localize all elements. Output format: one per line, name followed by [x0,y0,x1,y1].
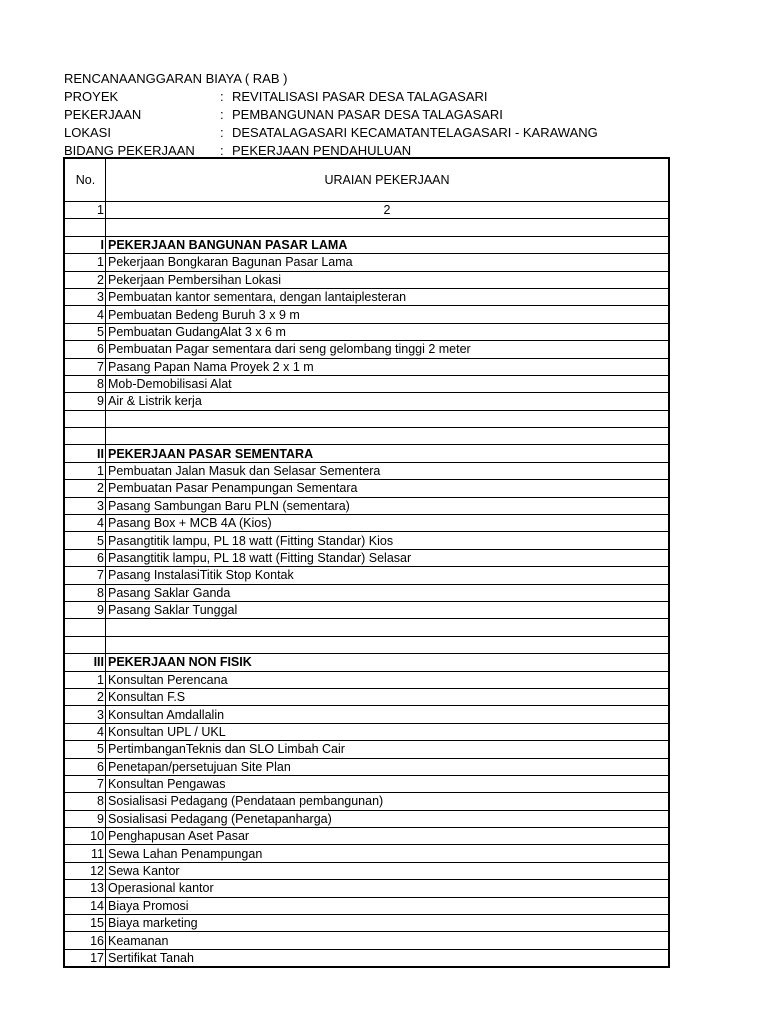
blank-row [64,219,669,236]
row-number: 2 [64,271,106,288]
row-number [64,428,106,445]
row-description: Pekerjaan Bongkaran Bagunan Pasar Lama [106,254,670,271]
row-description: Biaya Promosi [106,897,670,914]
row-number: 8 [64,793,106,810]
row-number: 7 [64,567,106,584]
row-number: 7 [64,358,106,375]
row-number: 17 [64,949,106,967]
row-description: Konsultan F.S [106,688,670,705]
column-header-description: URAIAN PEKERJAAN [106,158,670,202]
row-number: 1 [64,671,106,688]
row-number: 5 [64,323,106,340]
table-row [64,915,669,932]
column-number-description: 2 [106,202,670,219]
table-row [64,601,669,618]
row-number: 6 [64,549,106,566]
row-description: Pembuatan Pagar sementara dari seng gelombang tinggi 2 meter [106,341,670,358]
row-description [106,410,670,427]
header-colon: : [220,143,224,158]
row-description: Pembuatan Jalan Masuk dan Selasar Sementera [106,462,670,479]
row-description: PEKERJAAN PASAR SEMENTARA [106,445,670,462]
row-number: 5 [64,741,106,758]
row-number [64,219,106,236]
row-description: Biaya marketing [106,915,670,932]
table-row [64,497,669,514]
table-row [64,932,669,949]
row-number [64,636,106,653]
row-number: III [64,654,106,671]
row-number: 11 [64,845,106,862]
row-number: 7 [64,775,106,792]
row-number: 3 [64,706,106,723]
table-row [64,775,669,792]
table-row [64,358,669,375]
header-row-pekerjaan [64,106,598,124]
column-header-no: No. [64,158,106,202]
row-number [64,619,106,636]
column-number-no: 1 [64,202,106,219]
row-description: Sosialisasi Pedagang (Penetapanharga) [106,810,670,827]
table-row [64,271,669,288]
row-description: Penetapan/persetujuan Site Plan [106,758,670,775]
row-description [106,636,670,653]
row-description: Pekerjaan Pembersihan Lokasi [106,271,670,288]
table-row [64,758,669,775]
row-description [106,619,670,636]
row-description: Pasang Saklar Ganda [106,584,670,601]
header-row-lokasi [64,124,598,142]
column-number-row [64,202,669,219]
header-value: PEKERJAAN PENDAHULUAN [232,143,412,158]
row-description: Penghapusan Aset Pasar [106,828,670,845]
table-row [64,532,669,549]
table-row [64,584,669,601]
row-description: Sertifikat Tanah [106,949,670,967]
table-row [64,741,669,758]
row-description: Sosialisasi Pedagang (Pendataan pembangunan) [106,793,670,810]
row-description: PEKERJAAN NON FISIK [106,654,670,671]
row-description [106,428,670,445]
row-description [106,219,670,236]
table-row [64,897,669,914]
table-row [64,828,669,845]
header-label: PROYEK [64,89,119,104]
header-label: PEKERJAAN [64,107,142,122]
row-number: 2 [64,688,106,705]
table-row [64,306,669,323]
row-description: Pasang Box + MCB 4A (Kios) [106,515,670,532]
table-row [64,706,669,723]
row-description: Konsultan Amdallalin [106,706,670,723]
row-number: 6 [64,341,106,358]
row-description: Pasang Saklar Tunggal [106,601,670,618]
row-number: 13 [64,880,106,897]
row-number: 2 [64,480,106,497]
row-number: 1 [64,254,106,271]
row-number: I [64,236,106,253]
row-number: 4 [64,723,106,740]
row-description: Pasang InstalasiTitik Stop Kontak [106,567,670,584]
table-row [64,480,669,497]
row-number: 14 [64,897,106,914]
row-description: PertimbanganTeknis dan SLO Limbah Cair [106,741,670,758]
section-row [64,654,669,671]
header-colon: : [220,89,224,104]
row-number: II [64,445,106,462]
document-title: RENCANAANGGARAN BIAYA ( RAB ) [64,71,288,86]
header-row-proyek [64,88,598,106]
row-number: 10 [64,828,106,845]
row-number: 5 [64,532,106,549]
row-description: Konsultan UPL / UKL [106,723,670,740]
header-label: BIDANG PEKERJAAN [64,143,195,158]
rab-table [63,157,670,968]
table-row [64,949,669,967]
table-row [64,810,669,827]
blank-row [64,619,669,636]
header-colon: : [220,125,224,140]
row-description: Pasangtitik lampu, PL 18 watt (Fitting Standar) Selasar [106,549,670,566]
row-number: 6 [64,758,106,775]
table-row [64,462,669,479]
row-description: Pasang Sambungan Baru PLN (sementara) [106,497,670,514]
blank-row [64,636,669,653]
row-description: Pembuatan kantor sementara, dengan lantaiplesteran [106,288,670,305]
table-row [64,341,669,358]
table-row [64,549,669,566]
row-description: Pembuatan GudangAlat 3 x 6 m [106,323,670,340]
row-description: Keamanan [106,932,670,949]
row-number: 12 [64,862,106,879]
section-row [64,445,669,462]
row-description: Pasang Papan Nama Proyek 2 x 1 m [106,358,670,375]
table-row [64,323,669,340]
table-row [64,845,669,862]
table-row [64,515,669,532]
header-value: REVITALISASI PASAR DESA TALAGASARI [232,89,488,104]
row-number: 3 [64,497,106,514]
header-value: PEMBANGUNAN PASAR DESA TALAGASARI [232,107,503,122]
row-description: PEKERJAAN BANGUNAN PASAR LAMA [106,236,670,253]
row-number [64,410,106,427]
row-description: Pembuatan Bedeng Buruh 3 x 9 m [106,306,670,323]
row-description: Pasangtitik lampu, PL 18 watt (Fitting Standar) Kios [106,532,670,549]
table-row [64,793,669,810]
document-header [64,70,598,160]
header-label: LOKASI [64,125,111,140]
row-description: Konsultan Pengawas [106,775,670,792]
row-description: Pembuatan Pasar Penampungan Sementara [106,480,670,497]
row-description: Sewa Kantor [106,862,670,879]
blank-row [64,410,669,427]
row-number: 9 [64,601,106,618]
row-number: 9 [64,810,106,827]
row-number: 8 [64,584,106,601]
blank-row [64,428,669,445]
row-description: Konsultan Perencana [106,671,670,688]
row-number: 9 [64,393,106,410]
table-row [64,254,669,271]
row-description: Air & Listrik kerja [106,393,670,410]
table-row [64,567,669,584]
row-description: Operasional kantor [106,880,670,897]
row-description: Sewa Lahan Penampungan [106,845,670,862]
table-row [64,862,669,879]
table-row [64,723,669,740]
row-number: 4 [64,306,106,323]
row-number: 8 [64,375,106,392]
row-number: 3 [64,288,106,305]
table-header-row [64,158,669,202]
table-row [64,375,669,392]
row-number: 4 [64,515,106,532]
table-row [64,688,669,705]
table-row [64,393,669,410]
header-colon: : [220,107,224,122]
row-number: 1 [64,462,106,479]
header-value: DESATALAGASARI KECAMATANTELAGASARI - KARAWANG [232,125,598,140]
section-row [64,236,669,253]
table-row [64,880,669,897]
table-row [64,671,669,688]
row-number: 16 [64,932,106,949]
table-row [64,288,669,305]
row-number: 15 [64,915,106,932]
row-description: Mob-Demobilisasi Alat [106,375,670,392]
